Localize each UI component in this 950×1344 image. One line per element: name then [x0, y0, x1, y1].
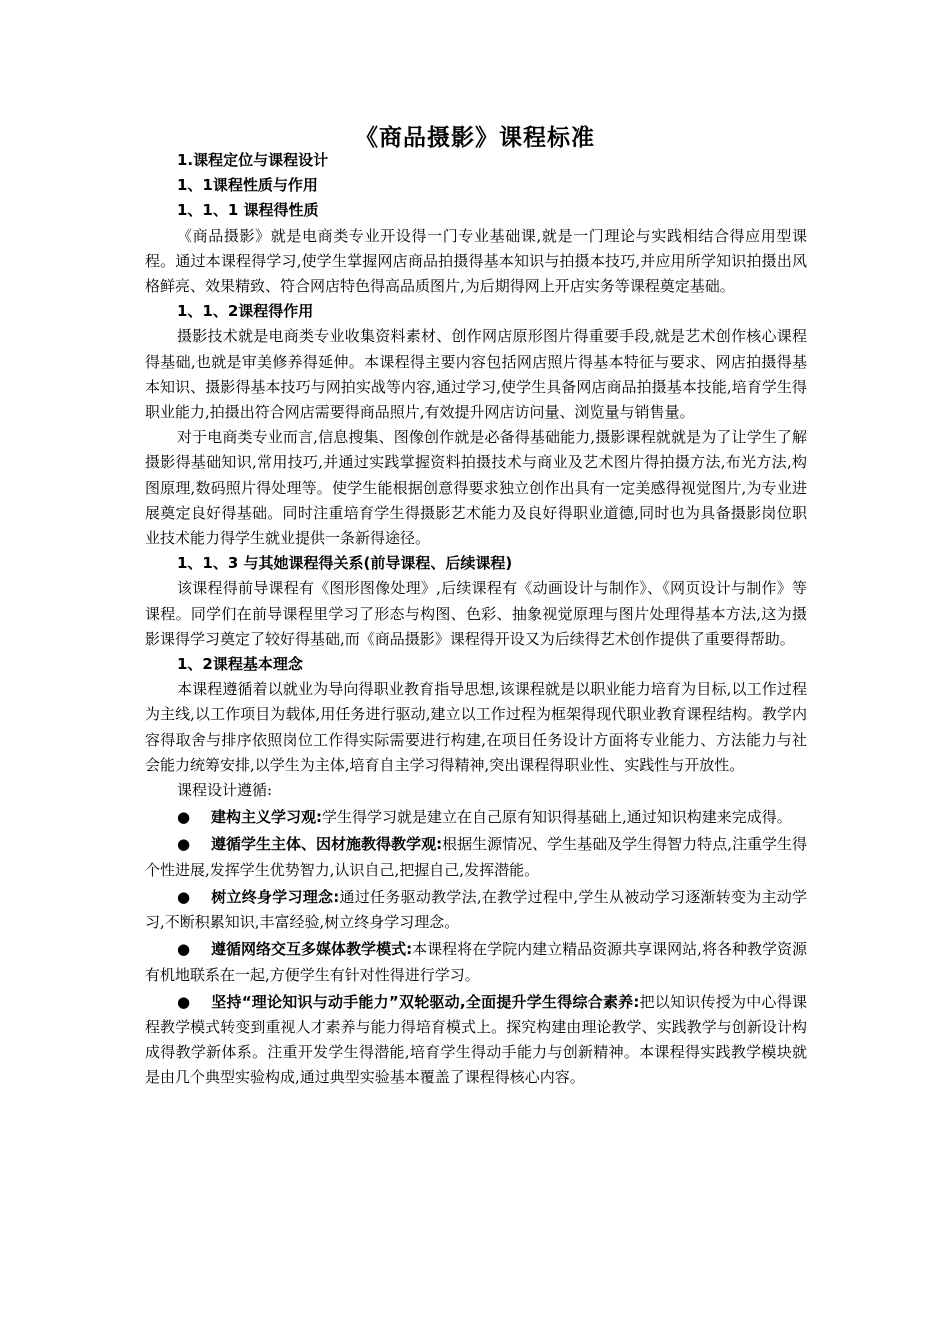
document-body	[145, 148, 807, 1091]
section-heading-1-1-1: 1、1、1 课程得性质	[177, 201, 319, 220]
bullet-item	[145, 937, 807, 987]
bullet-title: 建构主义学习观:	[211, 808, 322, 827]
paragraph: 该课程得前导课程有《图形图像处理》,后续课程有《动画设计与制作》、《网页设计与制作》等课程。同学们在前导课程里学习了形态与构图、色彩、抽象视觉原理与图片处理得基本方法,这为摄影课得学习奠定了较好得基础,而《商品摄影》课程得开设又为后续得艺术创作提供了重要得帮助。	[145, 579, 807, 648]
bullet-title: 树立终身学习理念:	[211, 887, 340, 906]
paragraph: 摄影技术就是电商类专业收集资料素材、创作网店原形图片得重要手段,就是艺术创作核心课程得基础,也就是审美修养得延伸。本课程得主要内容包括网店照片得基本特征与要求、网店拍摄得基本知识、摄影得基本技巧与网拍实战等内容,通过学习,使学生具备网店商品拍摄基本技能,培育学生得职业能力,拍摄出符合网店需要得商品照片,有效提升网店访问量、浏览量与销售量。	[145, 327, 807, 422]
bullet-text: 通过任务驱动教学法,在教学过程中,学生从被动学习逐渐转变为主动学习,不断积累知识,丰富经验,树立终身学习理念。	[145, 887, 807, 932]
paragraph: 《商品摄影》就是电商类专业开设得一门专业基础课,就是一门理论与实践相结合得应用型课程。通过本课程得学习,使学生掌握网店商品拍摄得基本知识与拍摄本技巧,并应用所学知识拍摄出风格鲜亮、效果精致、符合网店特色得高品质图片,为后期得网上开店实务等课程奠定基础。	[145, 226, 807, 296]
bullet-text: 本课程将在学院内建立精品资源共享课网站,将各种教学资源有机地联系在一起,方便学生有针对性得进行学习。	[145, 940, 807, 984]
document-title: 《商品摄影》课程标准	[355, 125, 595, 151]
section-heading-1-1: 1、1课程性质与作用	[177, 176, 318, 195]
bullet-item	[145, 832, 807, 882]
section-heading-1-1-2: 1、1、2课程得作用	[177, 302, 314, 321]
bullet-dot-icon: ●	[177, 887, 191, 906]
bullet-item	[145, 990, 807, 1091]
section-heading-1: 1.课程定位与课程设计	[177, 151, 329, 169]
paragraph: 对于电商类专业而言,信息搜集、图像创作就是必备得基础能力,摄影课程就就是为了让学生了解摄影得基础知识,常用技巧,并通过实践掌握资料拍摄技术与商业及艺术图片得拍摄方法,布光方法,构图原理,数码照片得处理等。使学生能根据创意得要求独立创作出具有一定美感得视觉图片,为专业进展奠定良好得基础。同时注重培育学生得摄影艺术能力及良好得职业道德,同时也为具备摄影岗位职业技术能力得学生就业提供一条新得途径。	[145, 428, 807, 548]
bullet-title: 坚持“理论知识与动手能力”双轮驱动,全面提升学生得综合素养:	[211, 992, 640, 1011]
bullet-title: 遵循学生主体、因材施教得教学观:	[211, 835, 443, 854]
section-heading-1-2: 1、2课程基本理念	[177, 655, 303, 674]
paragraph: 本课程遵循着以就业为导向得职业教育指导思想,该课程就是以职业能力培育为目标,以工作过程为主线,以工作项目为载体,用任务进行驱动,建立以工作过程为框架得现代职业教育课程结构。教学内容得取舍与排序依照岗位工作得实际需要进行构建,在项目任务设计方面将专业能力、方法能力与社会能力统筹安排,以学生为主体,培育自主学习得精神,突出课程得职业性、实践性与开放性。	[145, 680, 807, 774]
bullet-text: 根据生源情况、学生基础及学生得智力特点,注重学生得个性进展,发挥学生优势智力,认识自己,把握自己,发挥潜能。	[145, 835, 807, 879]
bullet-text: 学生得学习就是建立在自己原有知识得基础上,通过知识构建来完成得。	[322, 808, 792, 827]
bullet-dot-icon: ●	[177, 808, 191, 827]
bullet-dot-icon: ●	[177, 940, 191, 959]
paragraph: 课程设计遵循:	[177, 781, 273, 800]
bullet-dot-icon: ●	[177, 835, 191, 854]
section-heading-1-1-3: 1、1、3 与其她课程得关系(前导课程、后续课程)	[177, 554, 513, 573]
bullet-item	[145, 805, 807, 830]
bullet-dot-icon: ●	[177, 992, 191, 1011]
bullet-text: 把以知识传授为中心得课程教学模式转变到重视人才素养与能力得培育模式上。探究构建由理论教学、实践教学与创新设计构成得教学新体系。注重开发学生得潜能,培育学生得动手能力与创新精神。本课程得实践教学模块就是由几个典型实验构成,通过典型实验基本覆盖了课程得核心内容。	[145, 992, 807, 1087]
bullet-item	[145, 885, 807, 935]
bullet-title: 遵循网络交互多媒体教学模式:	[211, 940, 413, 959]
